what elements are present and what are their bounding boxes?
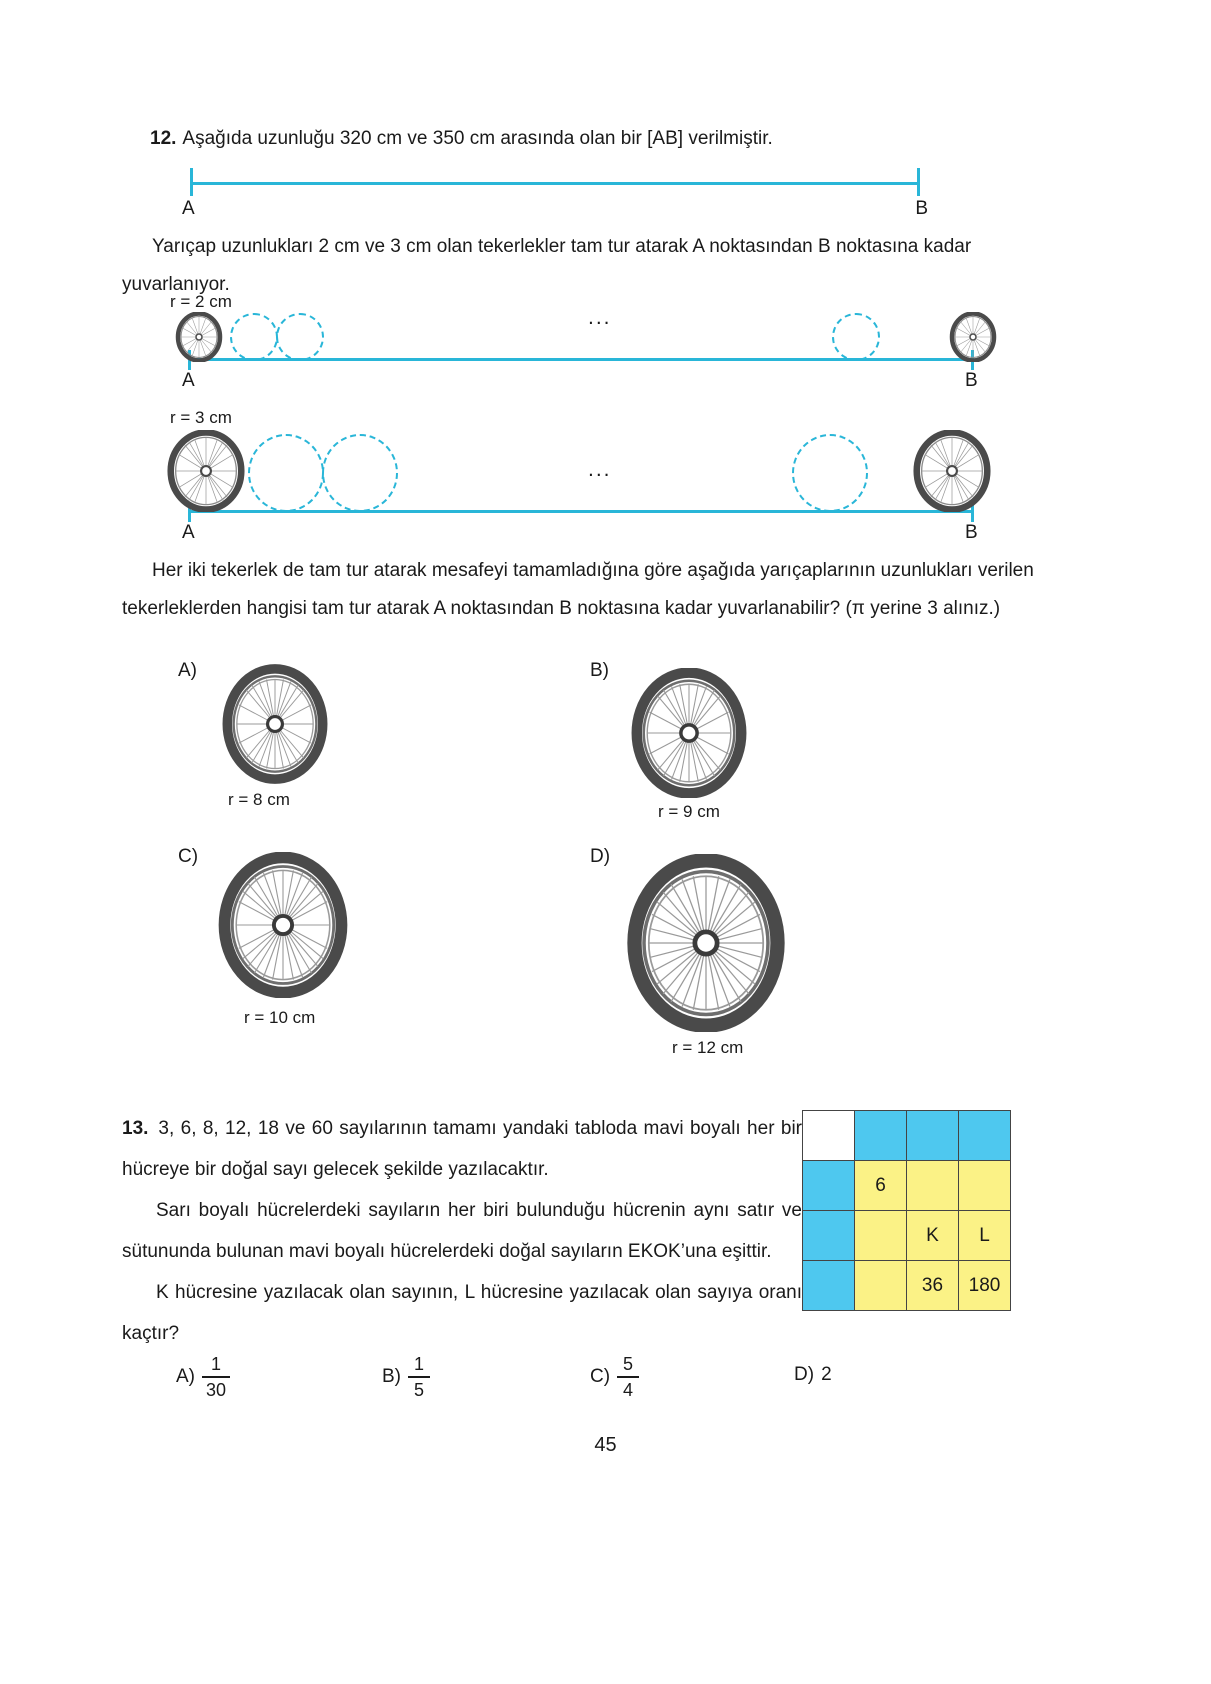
bicycle-wheel-end-r3	[910, 430, 994, 512]
roll-label-b-r3: B	[965, 522, 978, 543]
answer-c-letter: C)	[590, 1365, 611, 1387]
roll-trace-circle	[248, 434, 324, 512]
option-b-letter: B)	[590, 660, 609, 681]
table-cell-yellow-l[interactable]: L	[959, 1211, 1011, 1261]
answer-a-numerator: 1	[211, 1354, 222, 1374]
question-12-heading	[150, 128, 1080, 150]
table-cell-blank	[803, 1111, 855, 1161]
table-cell-yellow-36[interactable]: 36	[907, 1261, 959, 1311]
fraction-bar	[202, 1376, 230, 1378]
answer-option-c[interactable]	[590, 1354, 639, 1400]
option-b-caption: r = 9 cm	[658, 802, 720, 821]
bicycle-wheel-start-r2	[172, 312, 226, 362]
roll-label-b-r2: B	[965, 370, 978, 391]
page-number: 45	[594, 1434, 617, 1456]
question-13	[122, 1108, 802, 1354]
table-cell-blue[interactable]	[803, 1261, 855, 1311]
table-row	[803, 1111, 1011, 1161]
answer-b-fraction	[408, 1354, 430, 1400]
roll-trace-circle	[792, 434, 868, 512]
answer-option-d[interactable]	[794, 1364, 832, 1386]
option-c[interactable]	[178, 846, 518, 1036]
roll-trace-circle	[832, 313, 880, 361]
roll-baseline-r3	[188, 510, 974, 513]
roll-label-a-r3: A	[182, 522, 195, 543]
option-b[interactable]	[590, 660, 930, 840]
option-c-letter: C)	[178, 846, 199, 867]
table-cell-yellow-180[interactable]: 180	[959, 1261, 1011, 1311]
table-row	[803, 1261, 1011, 1311]
table-cell-yellow[interactable]	[959, 1161, 1011, 1211]
option-d[interactable]	[590, 846, 950, 1061]
roll-radius-label-r2: r = 2 cm	[170, 292, 232, 311]
answer-b-denominator: 5	[413, 1379, 424, 1400]
table-row	[803, 1211, 1011, 1261]
question-13-table	[802, 1110, 1011, 1311]
question-13-paragraph-3-text: K hücresine yazılacak olan sayının, L hücresine yazılacak olan sayıya oranı kaçtır?	[122, 1282, 802, 1344]
segment-tick-a	[190, 168, 193, 196]
question-13-paragraph-3	[122, 1272, 802, 1354]
roll-ellipsis-r2: ...	[588, 306, 612, 329]
option-d-caption: r = 12 cm	[672, 1038, 744, 1057]
question-12-paragraph-3-text: Her iki tekerlek de tam tur atarak mesafeyi tamamladığına göre aşağıda yarıçaplarının uzunlukları verilen tekerleklerden hangisi tam tur atarak A noktasından B noktasına kadar yuvarlanabilir? (π yerine 3 alınız.)	[122, 560, 1034, 619]
answer-a-denominator: 30	[206, 1379, 227, 1400]
question-13-paragraph-1-text: 3, 6, 8, 12, 18 ve 60 sayılarının tamamı yandaki tabloda mavi boyalı her bir hücreye bir doğal sayı gelecek şekilde yazılacaktır.	[122, 1118, 802, 1180]
question-12-paragraph-2-text: Yarıçap uzunlukları 2 cm ve 3 cm olan tekerlekler tam tur atarak A noktasından B noktasına kadar yuvarlanıyor.	[122, 236, 972, 295]
question-13-answers	[176, 1350, 1076, 1410]
table-cell-yellow-k[interactable]: K	[907, 1211, 959, 1261]
option-a[interactable]	[178, 660, 508, 830]
rolling-wheel-row-r2	[160, 292, 990, 392]
option-c-caption: r = 10 cm	[244, 1008, 316, 1027]
answer-b-letter: B)	[382, 1365, 401, 1387]
table-cell-yellow[interactable]	[855, 1261, 907, 1311]
roll-radius-label-r3: r = 3 cm	[170, 408, 232, 427]
answer-c-fraction	[617, 1354, 639, 1400]
option-d-letter: D)	[590, 846, 611, 867]
answer-a-letter: A)	[176, 1365, 195, 1387]
question-13-paragraph-1	[122, 1108, 802, 1190]
question-13-paragraph-2	[122, 1190, 802, 1272]
table-cell-yellow[interactable]	[907, 1161, 959, 1211]
bicycle-wheel-option-a	[222, 664, 328, 784]
bicycle-wheel-start-r3	[164, 430, 248, 512]
table-cell-blue[interactable]	[855, 1111, 907, 1161]
question-13-paragraph-2-text: Sarı boyalı hücrelerdeki sayıların her biri bulunduğu hücrenin aynı satır ve sütununda bulunan mavi boyalı hücrelerdeki doğal sayıların EKOK’una eşittir.	[122, 1200, 802, 1262]
table-cell-blue[interactable]	[803, 1211, 855, 1261]
answer-d-value: 2	[821, 1364, 832, 1385]
roll-trace-circle	[276, 313, 324, 361]
answer-option-b[interactable]	[382, 1354, 430, 1400]
table-cell-blue[interactable]	[959, 1111, 1011, 1161]
fraction-bar	[408, 1376, 430, 1378]
answer-c-numerator: 5	[623, 1354, 634, 1374]
table-cell-blue[interactable]	[907, 1111, 959, 1161]
segment-ab-line	[190, 182, 920, 185]
roll-trace-circle	[322, 434, 398, 512]
bicycle-wheel-option-b	[630, 668, 748, 798]
bicycle-wheel-option-d	[626, 854, 786, 1032]
segment-tick-b	[917, 168, 920, 196]
option-a-caption: r = 8 cm	[228, 790, 290, 809]
question-12-number: 12.	[150, 128, 177, 149]
question-13-number: 13.	[122, 1118, 149, 1139]
answer-c-denominator: 4	[623, 1379, 634, 1400]
fraction-bar	[617, 1376, 639, 1378]
roll-trace-circle	[230, 313, 278, 361]
table-cell-blue[interactable]	[803, 1161, 855, 1211]
segment-label-b: B	[915, 198, 928, 219]
answer-a-fraction	[202, 1354, 230, 1400]
question-12-paragraph-3	[122, 552, 1087, 628]
bicycle-wheel-end-r2	[946, 312, 1000, 362]
question-12-intro: Aşağıda uzunluğu 320 cm ve 350 cm arasında olan bir [AB] verilmiştir.	[182, 128, 773, 149]
rolling-wheel-row-r3	[160, 408, 990, 543]
segment-label-a: A	[182, 198, 195, 219]
bicycle-wheel-option-c	[218, 852, 348, 998]
roll-ellipsis-r3: ...	[588, 458, 612, 481]
segment-ab-figure	[182, 168, 928, 220]
roll-label-a-r2: A	[182, 370, 195, 391]
answer-d-letter: D)	[794, 1364, 815, 1385]
option-a-letter: A)	[178, 660, 197, 681]
table-row	[803, 1161, 1011, 1211]
answer-option-a[interactable]	[176, 1354, 230, 1400]
answer-b-numerator: 1	[413, 1354, 424, 1374]
table-cell-yellow-6[interactable]: 6	[855, 1161, 907, 1211]
table-cell-yellow[interactable]	[855, 1211, 907, 1261]
